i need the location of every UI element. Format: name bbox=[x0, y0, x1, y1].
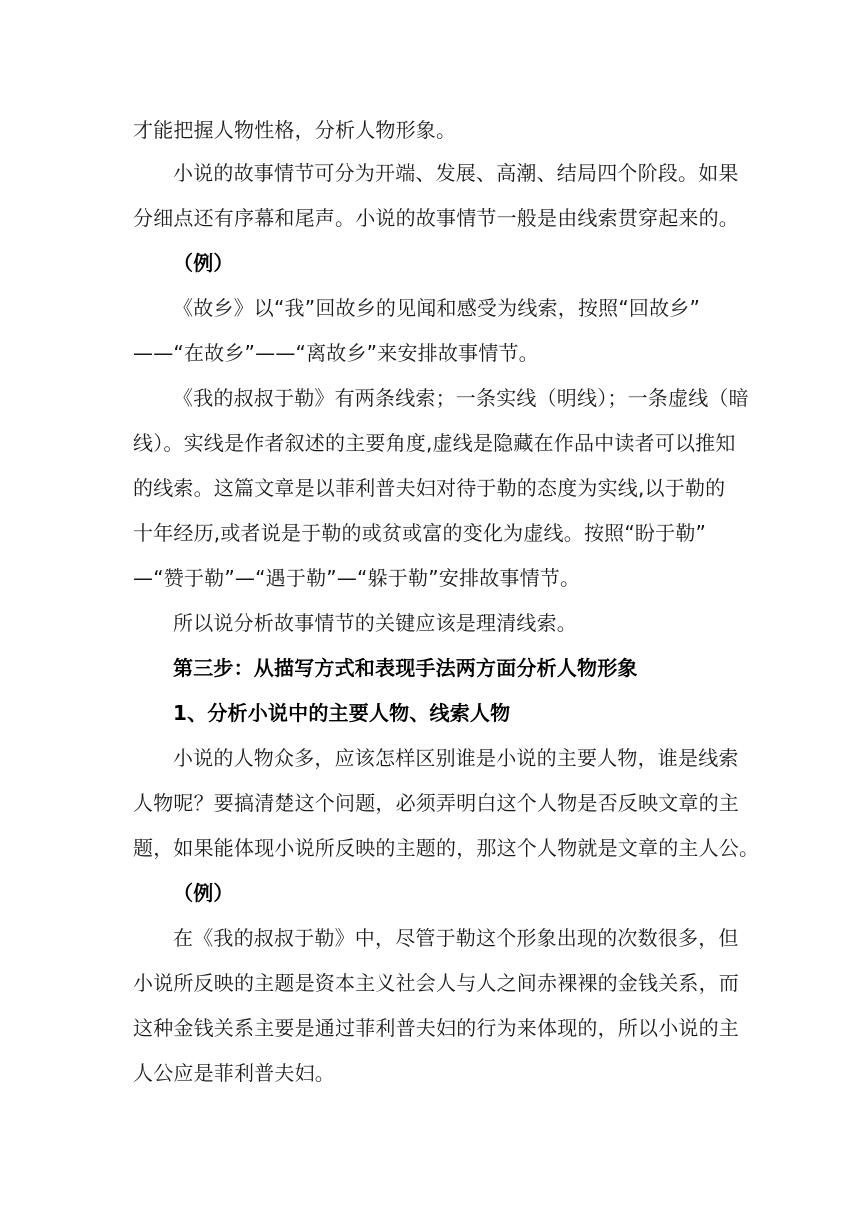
paragraph-line-yule-protagonist-2: 小说所反映的主题是资本主义社会人与人之间赤裸裸的金钱关系，而 bbox=[133, 971, 739, 995]
paragraph-line-characters: 小说的人物众多，应该怎样区别谁是小说的主要人物，谁是线索 bbox=[173, 746, 739, 770]
paragraph-line-yule-clues-5: —“赞于勒”—“遇于勒”—“躲于勒”安排故事情节。 bbox=[133, 566, 581, 590]
paragraph-line-yule-clues-3: 的线索。这篇文章是以菲利普夫妇对待于勒的态度为实线,以于勒的 bbox=[133, 476, 726, 500]
paragraph-line-characters-3: 题，如果能体现小说所反映的主题的，那这个人物就是文章的主人公。 bbox=[133, 836, 760, 860]
paragraph-line-guxiang: 《故乡》以“我”回故乡的见闻和感受为线索，按照“回故乡” bbox=[173, 296, 701, 320]
paragraph-line-conclusion: 所以说分析故事情节的关键应该是理清线索。 bbox=[173, 611, 577, 635]
paragraph-line-guxiang-cont: ——“在故乡”——“离故乡”来安排故事情节。 bbox=[133, 341, 539, 365]
paragraph-line-yule-clues-4: 十年经历,或者说是于勒的或贫或富的变化为虚线。按照“盼于勒” bbox=[133, 521, 707, 545]
paragraph-line-yule-clues: 《我的叔叔于勒》有两条线索；一条实线（明线）；一条虚线（暗 bbox=[173, 386, 749, 410]
paragraph-line-yule-protagonist-4: 人公应是菲利普夫妇。 bbox=[133, 1061, 335, 1085]
example-label: （例） bbox=[173, 251, 234, 275]
section-heading-step-three: 第三步：从描写方式和表现手法两方面分析人物形象 bbox=[173, 656, 638, 680]
paragraph-line-plot-stages: 小说的故事情节可分为开端、发展、高潮、结局四个阶段。如果 bbox=[173, 161, 739, 185]
example-label-2: （例） bbox=[173, 881, 234, 905]
paragraph-line-plot-clues: 分细点还有序幕和尾声。小说的故事情节一般是由线索贯穿起来的。 bbox=[133, 206, 739, 230]
paragraph-line-yule-clues-2: 线）。实线是作者叙述的主要角度,虚线是隐藏在作品中读者可以推知 bbox=[133, 431, 736, 455]
paragraph-line-characters-2: 人物呢？要搞清楚这个问题，必须弄明白这个人物是否反映文章的主 bbox=[133, 791, 739, 815]
paragraph-line-yule-protagonist-3: 这种金钱关系主要是通过菲利普夫妇的行为来体现的，所以小说的主 bbox=[133, 1016, 739, 1040]
paragraph-line-continuation: 才能把握人物性格，分析人物形象。 bbox=[133, 118, 457, 142]
subsection-heading-main-characters: 1、分析小说中的主要人物、线索人物 bbox=[173, 701, 511, 725]
paragraph-line-yule-protagonist: 在《我的叔叔于勒》中，尽管于勒这个形象出现的次数很多，但 bbox=[173, 926, 739, 950]
